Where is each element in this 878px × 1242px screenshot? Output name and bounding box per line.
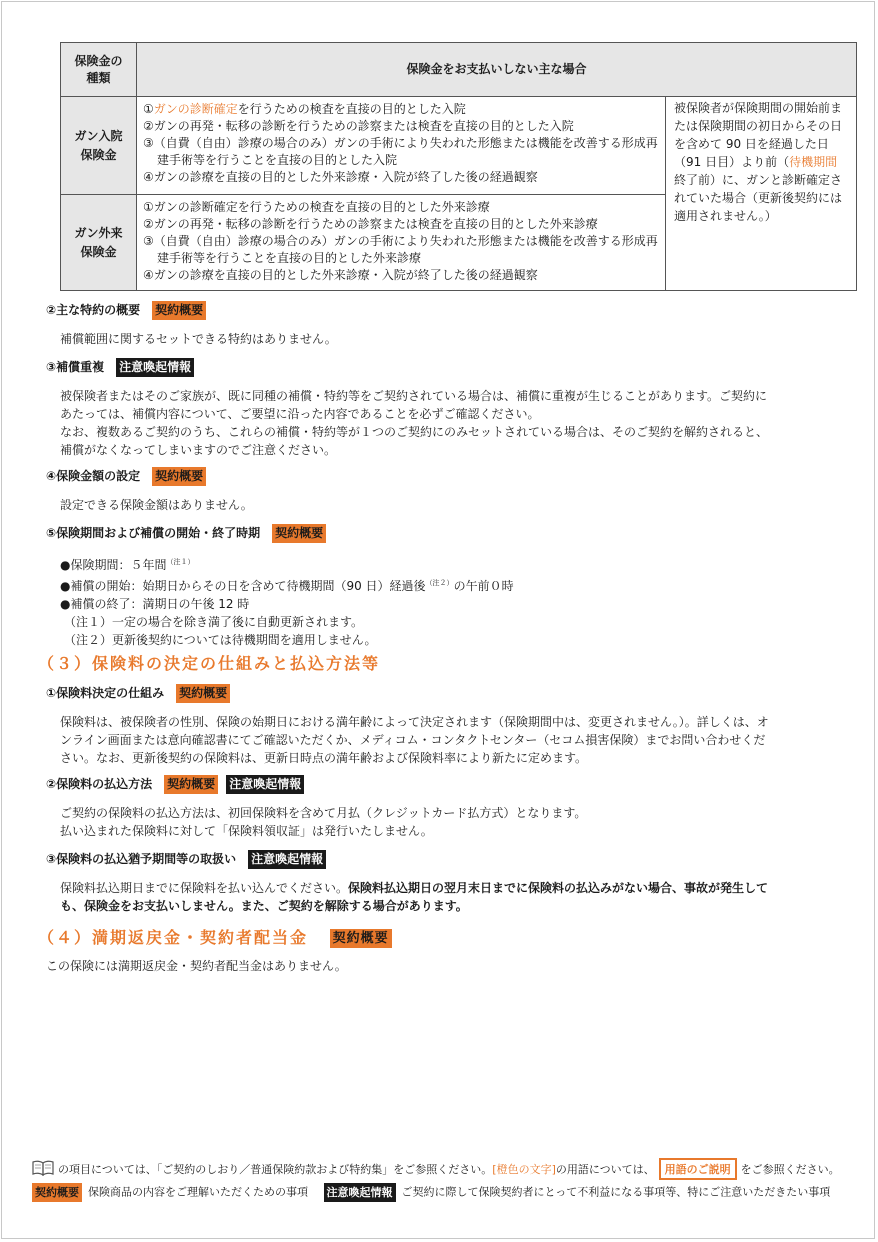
book-icon bbox=[32, 1160, 54, 1179]
table-row bbox=[61, 97, 857, 195]
chui-badge: 注意喚起情報 bbox=[324, 1183, 396, 1202]
row-name: ガン入院 保険金 bbox=[61, 97, 137, 195]
row-items bbox=[137, 97, 666, 195]
list-item: ●補償の終了：満期日の午後 12 時 bbox=[60, 597, 250, 611]
list-item: ①ガンの診断確定を行うための検査を直接の目的とした入院 bbox=[143, 102, 466, 116]
keiyaku-badge: 契約概要 bbox=[272, 524, 326, 543]
header-cases: 保険金をお支払いしない主な場合 bbox=[137, 43, 857, 97]
glossary-badge: 用語のご説明 bbox=[659, 1158, 737, 1180]
section-2-heading: ②主な特約の概要 契約概要 bbox=[46, 301, 214, 320]
list-item: ②ガンの再発・転移の診断を行うための診察または検査を直接の目的とした外来診療 bbox=[143, 217, 598, 231]
header-kind: 保険金の 種類 bbox=[61, 43, 137, 97]
waiting-period-note: 被保険者が保険期間の開始前または保険期間の初日からその日を含めて 90 日を経過した日（91 日目）より前（待機期間終了前）に、ガンと診断確定されていた場合（更新後契約には適用されません。） bbox=[666, 97, 857, 291]
section-3-text: 被保険者またはそのご家族が、既に同種の補償・特約等をご契約されている場合は、補償に重複が生じることがあります。ご契約に あたっては、補償内容について、ご要望に沿った内容であることを必ずご確認ください。 なお、複数あるご契約のうち、これらの補償・特約等が１つのご契約にのみセットされている場合は、そのご契約を解約されると、 補償がなくなってしまいますのでご注意ください。 bbox=[60, 389, 769, 457]
part-3-3-heading: ③保険料の払込猶予期間等の取扱い 注意喚起情報 bbox=[46, 850, 334, 869]
footnote: （注２）更新後契約については待機期間を適用しません。 bbox=[64, 633, 377, 647]
keiyaku-badge: 契約概要 bbox=[176, 684, 230, 703]
exclusions-table bbox=[60, 42, 857, 291]
keiyaku-badge: 契約概要 bbox=[152, 301, 206, 320]
chui-badge: 注意喚起情報 bbox=[226, 775, 304, 794]
list-item: ④ガンの診療を直接の目的とした外来診療・入院が終了した後の経過観察 bbox=[143, 268, 538, 282]
list-item: ①ガンの診断確定を行うための検査を直接の目的とした外来診療 bbox=[143, 200, 490, 214]
section-2-text: 補償範囲に関するセットできる特約はありません。 bbox=[60, 332, 337, 346]
list-item: ④ガンの診療を直接の目的とした外来診療・入院が終了した後の経過観察 bbox=[143, 170, 538, 184]
section-5-text bbox=[60, 553, 514, 649]
part-4-heading: （４）満期返戻金・契約者配当金 契約概要 bbox=[38, 925, 400, 948]
table-header-row bbox=[61, 43, 857, 97]
part-3-3-text: 保険料払込期日までに保険料を払い込んでください。保険料払込期日の翌月末日までに保険料の払込みがない場合、事故が発生して も、保険金をお支払いしません。また、ご契約を解除する場合があります。 bbox=[60, 881, 769, 913]
part-4-text: この保険には満期返戻金・契約者配当金はありません。 bbox=[46, 959, 347, 973]
part-3-1-heading: ①保険料決定の仕組み 契約概要 bbox=[46, 684, 238, 703]
row-name: ガン外来 保険金 bbox=[61, 195, 137, 291]
keiyaku-badge: 契約概要 bbox=[32, 1183, 82, 1202]
chui-badge: 注意喚起情報 bbox=[116, 358, 194, 377]
footer-line-2: 契約概要 保険商品の内容をご理解いただくための事項 注意喚起情報 ご契約に際して保険契約者にとって不利益になる事項等、特にご注意いただきたい事項 bbox=[32, 1183, 830, 1202]
section-4-text: 設定できる保険金額はありません。 bbox=[60, 498, 253, 512]
part-3-2-heading: ②保険料の払込方法 契約概要 注意喚起情報 bbox=[46, 775, 312, 794]
list-item: ●補償の開始：始期日からその日を含めて待機期間（90 日）経過後$^{(注2)}$の午前０時 bbox=[60, 579, 514, 593]
section-4-heading: ④保険金額の設定 契約概要 bbox=[46, 467, 214, 486]
footnote: （注１）一定の場合を除き満了後に自動更新されます。 bbox=[64, 615, 364, 629]
section-5-heading: ⑤保険期間および補償の開始・終了時期 契約概要 bbox=[46, 524, 334, 543]
footer-line-1: の項目については、「ご契約のしおり／普通保険約款および特約集」をご参照ください。 [橙色の文字] の用語については、 用語のご説明 をご参照ください。 bbox=[32, 1158, 840, 1180]
keiyaku-badge: 契約概要 bbox=[164, 775, 218, 794]
list-item: ③（自費（自由）診療の場合のみ）ガンの手術により失われた形態または機能を改善する形成再建手術等を行うことを直接の目的とした入院 bbox=[143, 136, 658, 167]
part-3-1-text: 保険料は、被保険者の性別、保険の始期日における満年齢によって決定されます（保険期間中は、変更されません。）。詳しくは、オ ンライン画面または意向確認書にてご確認いただくか、メディコム・コンタクトセンター（セコム損害保険）までお問い合わせくだ さい。なお、更新後契約の保険料は、更新日時点の満年齢および保険料率により新たに定めます。 bbox=[60, 715, 769, 765]
list-item: ②ガンの再発・転移の診断を行うための診察または検査を直接の目的とした入院 bbox=[143, 119, 574, 133]
part-3-2-text: ご契約の保険料の払込方法は、初回保険料を含めて月払（クレジットカード払方式）となります。 払い込まれた保険料に対して「保険料領収証」は発行いたしません。 bbox=[60, 806, 587, 838]
chui-badge: 注意喚起情報 bbox=[248, 850, 326, 869]
keiyaku-badge: 契約概要 bbox=[152, 467, 206, 486]
section-3-heading: ③補償重複 注意喚起情報 bbox=[46, 358, 202, 377]
list-item: ③（自費（自由）診療の場合のみ）ガンの手術により失われた形態または機能を改善する形成再建手術等を行うことを直接の目的とした外来診療 bbox=[143, 234, 658, 265]
row-items bbox=[137, 195, 666, 291]
keiyaku-badge: 契約概要 bbox=[330, 929, 392, 948]
list-item: ●保険期間：５年間$^{(注1)}$ bbox=[60, 558, 195, 572]
part-3-heading: （３）保険料の決定の仕組みと払込方法等 bbox=[38, 654, 381, 673]
